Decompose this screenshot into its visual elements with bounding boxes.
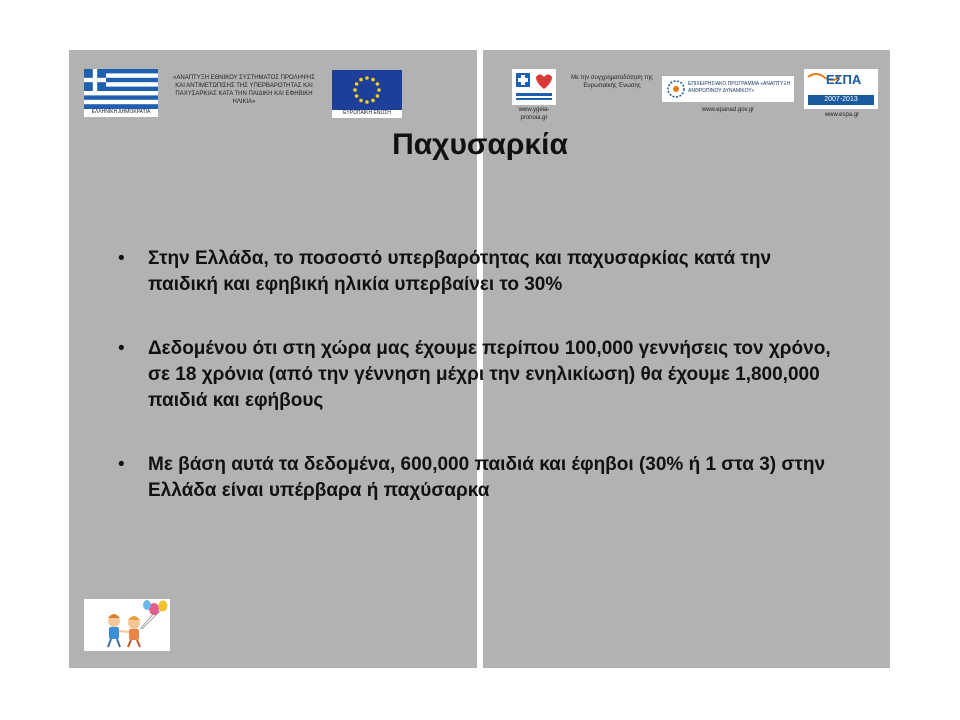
ministry-url: www.ygeia-pronoia.gr [518,107,550,121]
op-logo [662,76,794,102]
program-text: «ΑΝΑΠΤΥΞΗ ΕΘΝΙΚΟΥ ΣΥΣΤΗΜΑΤΟΣ ΠΡΟΛΗΨΗΣ ΚΑΙ ΑΝΤΙΜΕΤΩΠΙΣΗΣ ΤΗΣ ΥΠΕΡΒΑΡΟΤΗΤΑΣ ΚΑΙ ΠΑΧΥΣΑΡΚΙΑΣ ΚΑΤΑ ΤΗΝ ΠΑΙΔΙΚΗ ΚΑΙ ΕΦΗΒΙΚΗ ΗΛΙΚΙΑ» [173,75,315,105]
op-emblem-icon [666,79,686,99]
espa-years: 2007-2013 [824,96,858,103]
espa-url: www.espa.gr [824,112,860,118]
eu-flag-icon [332,70,402,110]
bullet-dot: • [118,248,125,269]
greek-flag-icon [84,69,158,109]
slide-title: Παχυσαρκία [392,128,568,161]
espa-logo [804,69,878,109]
op-url: www.epanad.gov.gr [701,107,755,113]
ministry-logo [512,69,556,105]
kids-balloons-icon [84,599,170,651]
bullet-item [118,246,838,298]
bullet-text: Δεδομένου ότι στη χώρα μας έχουμε περίπου 100,000 γεννήσεις τον χρόνο, σε 18 χρόνια (από την γέννηση μέχρι την ενηλικίωση) θα έχουμε 1,800,000 παιδιά και εφήβους [148,338,831,411]
eu-flag-caption: ΕΥΡΩΠΑΪΚΗ ΕΝΩΣΗ [343,110,391,116]
bullet-item [118,452,838,504]
bullet-text: Με βάση αυτά τα δεδομένα, 600,000 παιδιά και έφηβοι (30% ή 1 στα 3) στην Ελλάδα είναι υπέρβαρα ή παχύσαρκα [148,454,826,501]
bullet-dot: • [118,338,125,359]
bullet-dot: • [118,454,125,475]
greek-flag-caption: ΕΛΛΗΝΙΚΗ ΔΗΜΟΚΡΑΤΙΑ [91,109,151,115]
bullet-item [118,336,838,414]
bullet-list [118,246,838,542]
cofunding-text: Με την συγχρηματοδότηση της Ευρωπαϊκής Ένωσης [571,75,653,89]
ministry-emblem-icon [512,69,556,105]
kids-balloons-logo [84,599,170,651]
greek-flag-logo [84,69,158,117]
eu-flag-logo [332,70,402,118]
espa-label: ΕΣΠΑ [826,72,862,87]
bullet-text: Στην Ελλάδα, το ποσοστό υπερβαρότητας και παχυσαρκίας κατά την παιδική και εφηβική ηλικία υπερβαίνει το 30% [148,248,772,295]
op-text: ΕΠΙΧΕΙΡΗΣΙΑΚΟ ΠΡΟΓΡΑΜΜΑ «ΑΝΑΠΤΥΞΗ ΑΝΘΡΩΠΙΝΟΥ ΔΥΝΑΜΙΚΟΥ» [688,81,791,94]
